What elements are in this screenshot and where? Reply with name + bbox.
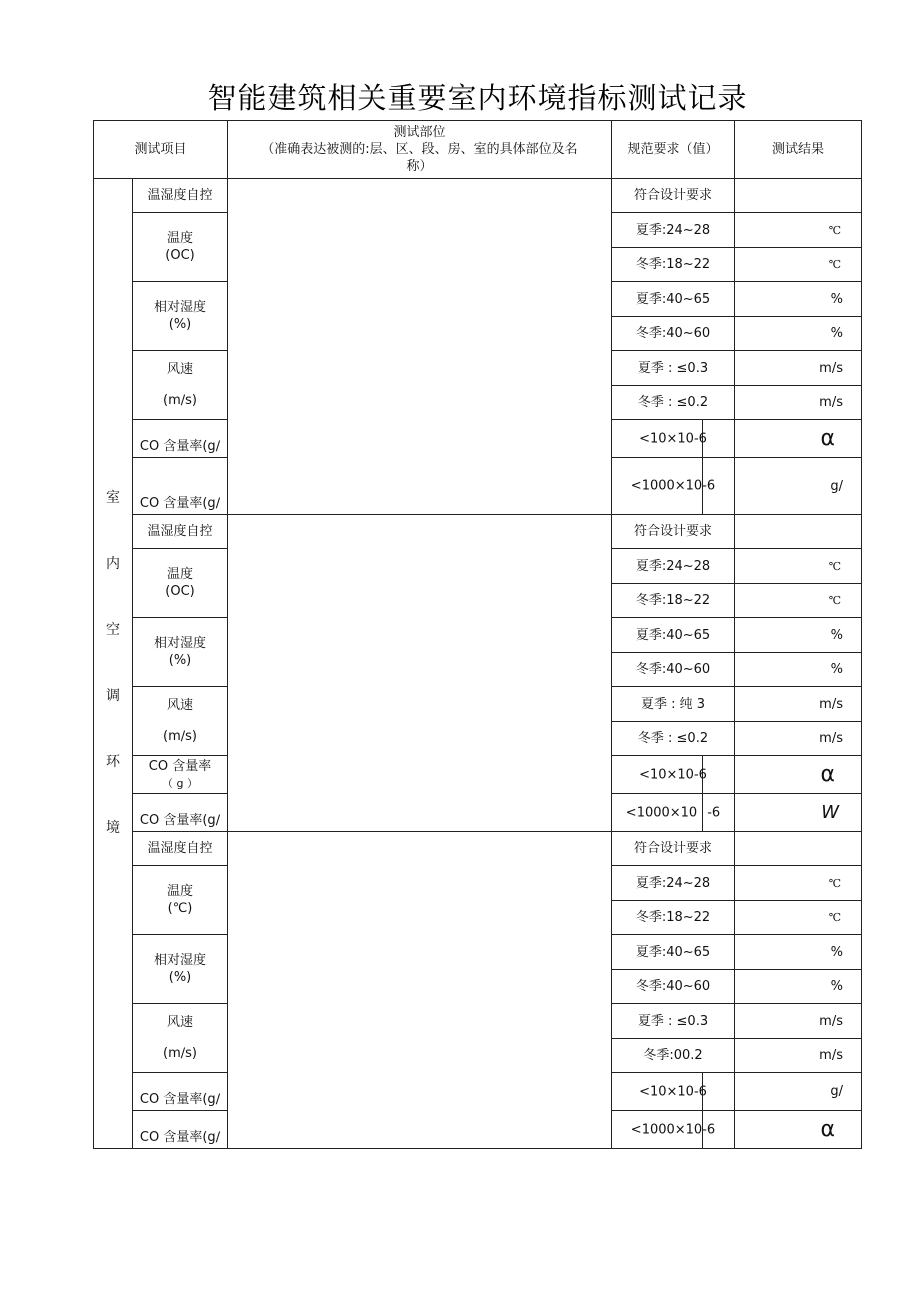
result-temp-summer[interactable]: ℃ [735, 549, 862, 584]
item-temperature [133, 549, 228, 618]
spec-wind-summer: 夏季 : ≤0.3 [612, 351, 735, 386]
spec-co-1-base: <10×10 [639, 1084, 694, 1099]
category-char: 境 [106, 820, 120, 836]
item-co-content-2: CO 含量率(g∕ [133, 458, 228, 515]
header-result: 测试结果 [735, 121, 862, 179]
table-row [94, 832, 862, 866]
spec-co-2 [612, 458, 735, 515]
spec-temp-winter: 冬季:18~22 [612, 901, 735, 935]
spec-wind-winter: 冬季 : ≤0.2 [612, 722, 735, 756]
result-hum-summer[interactable]: % [735, 618, 862, 653]
co-label: CO 含量率 [148, 758, 212, 774]
spec-co-2-exp: -6 [707, 805, 721, 820]
result-temp-summer[interactable]: ℃ [735, 866, 862, 901]
spec-wind-winter: 冬季 : ≤0.2 [612, 386, 735, 420]
result-co-1[interactable]: α [735, 420, 862, 458]
result-wind-summer[interactable]: m/s [735, 687, 862, 722]
table-row [94, 515, 862, 549]
header-spec: 规范要求（值） [612, 121, 735, 179]
spec-temp-winter: 冬季:18~22 [612, 248, 735, 282]
result-hum-winter[interactable]: % [735, 970, 862, 1004]
table-row [94, 179, 862, 213]
location-input[interactable] [228, 515, 612, 832]
spec-temp-summer: 夏季:24~28 [612, 549, 735, 584]
spec-co-1-base: <10×10 [639, 767, 694, 782]
record-table [93, 120, 862, 1149]
item-wind [133, 687, 228, 756]
wind-label: 风速 [166, 698, 193, 713]
item-co-content-1: CO 含量率(g∕ [133, 420, 228, 458]
spec-co-1 [612, 1073, 735, 1111]
spec-hum-summer: 夏季:40~65 [612, 935, 735, 970]
item-auto-control: 温湿度自控 [133, 515, 228, 549]
wind-label: 风速 [166, 1015, 193, 1030]
spec-co-1-base: <10×10 [639, 431, 694, 446]
category-char: 环 [106, 754, 120, 770]
result-hum-winter[interactable]: % [735, 653, 862, 687]
result-co-1[interactable]: α [735, 756, 862, 794]
spec-co-2-base: <1000×10 [630, 1122, 703, 1137]
header-location-line2: （准确表达被测的:层、区、段、房、室的具体部位及名 [261, 142, 578, 157]
category-char: 空 [106, 622, 120, 638]
result-co-2[interactable]: g/ [735, 458, 862, 515]
result-temp-winter[interactable]: ℃ [735, 584, 862, 618]
result-wind-winter[interactable]: m/s [735, 722, 862, 756]
result-co-2[interactable]: W [735, 794, 862, 832]
item-humidity [133, 935, 228, 1004]
temperature-label: 温度 [166, 567, 193, 582]
spec-co-1-exp: -6 [693, 1084, 707, 1099]
spec-co-1 [612, 420, 735, 458]
spec-temp-winter: 冬季:18~22 [612, 584, 735, 618]
spec-wind-summer: 夏季 : ≤0.3 [612, 1004, 735, 1039]
category-text [94, 490, 132, 837]
category-char: 调 [106, 688, 120, 704]
category-char: 内 [106, 556, 120, 572]
wind-unit: (m∕s) [163, 729, 197, 744]
result-auto[interactable] [735, 515, 862, 549]
result-wind-winter[interactable]: m/s [735, 1039, 862, 1073]
spec-co-1-exp: -6 [693, 431, 707, 446]
header-location-line1: 测试部位 [393, 125, 446, 140]
result-hum-summer[interactable]: % [735, 935, 862, 970]
header-location-line3: 称） [406, 159, 433, 174]
spec-auto: 符合设计要求 [612, 179, 735, 213]
spec-co-2-text [612, 804, 734, 821]
spec-co-2-exp: -6 [702, 1122, 716, 1137]
humidity-label: 相对湿度 [153, 953, 206, 968]
item-temperature [133, 866, 228, 935]
spec-auto: 符合设计要求 [612, 832, 735, 866]
result-auto[interactable] [735, 832, 862, 866]
item-humidity [133, 282, 228, 351]
result-temp-winter[interactable]: ℃ [735, 248, 862, 282]
item-co-content-1 [133, 756, 228, 794]
spec-co-1-text [612, 430, 734, 447]
category-char: 室 [106, 490, 120, 506]
spec-co-1-text [612, 1083, 734, 1100]
item-co-content-2: CO 含量率(g∕ [133, 794, 228, 832]
result-temp-summer[interactable]: ℃ [735, 213, 862, 248]
temperature-unit: (℃) [167, 901, 193, 916]
item-wind [133, 1004, 228, 1073]
item-auto-control: 温湿度自控 [133, 179, 228, 213]
spec-co-2-base: <1000×10 [625, 805, 698, 820]
humidity-unit: (%) [168, 653, 192, 668]
co-unit: （ g ） [162, 776, 198, 790]
item-co-content-1: CO 含量率(g∕ [133, 1073, 228, 1111]
spec-hum-winter: 冬季:40~60 [612, 653, 735, 687]
spec-co-2 [612, 1111, 735, 1149]
humidity-unit: (%) [168, 317, 192, 332]
wind-unit: (m∕s) [163, 393, 197, 408]
humidity-label: 相对湿度 [153, 636, 206, 651]
spec-co-1 [612, 756, 735, 794]
header-row [94, 121, 862, 179]
wind-label: 风速 [166, 362, 193, 377]
spec-co-2-base: <1000×10 [630, 478, 703, 494]
spec-temp-summer: 夏季:24~28 [612, 866, 735, 901]
result-wind-summer[interactable]: m/s [735, 1004, 862, 1039]
result-hum-summer[interactable]: % [735, 282, 862, 317]
result-co-2[interactable]: α [735, 1111, 862, 1149]
spec-temp-summer: 夏季:24~28 [612, 213, 735, 248]
item-temperature [133, 213, 228, 282]
spec-co-1-text [612, 766, 734, 783]
header-location [228, 121, 612, 179]
item-auto-control: 温湿度自控 [133, 832, 228, 866]
item-humidity [133, 618, 228, 687]
wind-unit: (m∕s) [163, 1046, 197, 1061]
item-wind [133, 351, 228, 420]
spec-co-2-text [612, 1121, 734, 1138]
spec-co-1-exp: -6 [693, 767, 707, 782]
temperature-unit: (OC) [165, 248, 195, 263]
spec-hum-summer: 夏季:40~65 [612, 618, 735, 653]
result-auto[interactable] [735, 179, 862, 213]
spec-hum-winter: 冬季:40~60 [612, 317, 735, 351]
spec-wind-summer: 夏季 : 纯 3 [612, 687, 735, 722]
spec-auto: 符合设计要求 [612, 515, 735, 549]
result-co-1[interactable]: g/ [735, 1073, 862, 1111]
temperature-label: 温度 [166, 884, 193, 899]
result-wind-winter[interactable]: m/s [735, 386, 862, 420]
spec-hum-winter: 冬季:40~60 [612, 970, 735, 1004]
location-input[interactable] [228, 179, 612, 515]
result-hum-winter[interactable]: % [735, 317, 862, 351]
temperature-unit: (OC) [165, 584, 195, 599]
location-input[interactable] [228, 832, 612, 1149]
spec-wind-winter: 冬季:00.2 [612, 1039, 735, 1073]
spec-hum-summer: 夏季:40~65 [612, 282, 735, 317]
result-temp-winter[interactable]: ℃ [735, 901, 862, 935]
page-title: 智能建筑相关重要室内环境指标测试记录 [207, 81, 748, 115]
spec-co-2-text [612, 478, 734, 495]
item-co-content-2: CO 含量率(g∕ [133, 1111, 228, 1149]
category-cell [94, 179, 133, 1149]
humidity-label: 相对湿度 [153, 300, 206, 315]
temperature-label: 温度 [166, 231, 193, 246]
humidity-unit: (%) [168, 970, 192, 985]
result-wind-summer[interactable]: m/s [735, 351, 862, 386]
header-item: 测试项目 [94, 121, 228, 179]
spec-co-2-exp: -6 [702, 478, 716, 494]
spec-co-2 [612, 794, 735, 832]
